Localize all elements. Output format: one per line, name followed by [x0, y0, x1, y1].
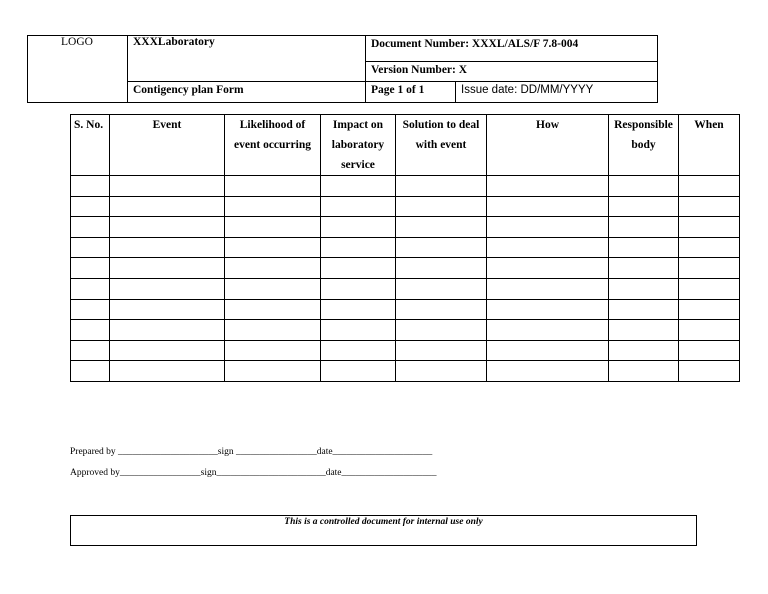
table-cell[interactable] [679, 361, 740, 382]
table-row [71, 278, 740, 299]
table-cell[interactable] [396, 320, 487, 341]
table-cell[interactable] [110, 278, 225, 299]
table-cell[interactable] [225, 237, 321, 258]
table-row [71, 340, 740, 361]
col-likelihood: Likelihood of event occurring [225, 115, 321, 176]
table-cell[interactable] [487, 320, 609, 341]
table-cell[interactable] [487, 176, 609, 197]
table-cell[interactable] [225, 320, 321, 341]
lab-name: XXXLaboratory [128, 36, 366, 82]
table-cell[interactable] [71, 237, 110, 258]
table-cell[interactable] [71, 217, 110, 238]
table-cell[interactable] [110, 217, 225, 238]
table-cell[interactable] [110, 299, 225, 320]
table-cell[interactable] [609, 258, 679, 279]
table-cell[interactable] [71, 278, 110, 299]
document-number: Document Number: XXXL/ALS/F 7.8-004 [366, 36, 658, 62]
table-cell[interactable] [487, 278, 609, 299]
table-cell[interactable] [110, 176, 225, 197]
table-cell[interactable] [609, 196, 679, 217]
col-solution: Solution to deal with event [396, 115, 487, 176]
table-row [71, 196, 740, 217]
table-cell[interactable] [609, 176, 679, 197]
table-cell[interactable] [396, 299, 487, 320]
table-cell[interactable] [396, 258, 487, 279]
table-cell[interactable] [225, 340, 321, 361]
table-cell[interactable] [110, 340, 225, 361]
table-cell[interactable] [225, 258, 321, 279]
table-row [71, 299, 740, 320]
table-cell[interactable] [609, 299, 679, 320]
table-cell[interactable] [396, 176, 487, 197]
footer-note: This is a controlled document for internal use only [70, 515, 697, 546]
prepared-by-line: Prepared by _____________________sign _________________date_____________________ [70, 447, 433, 457]
table-cell[interactable] [71, 320, 110, 341]
table-cell[interactable] [321, 340, 396, 361]
document-header [27, 35, 657, 102]
table-cell[interactable] [487, 237, 609, 258]
table-cell[interactable] [321, 196, 396, 217]
table-cell[interactable] [487, 196, 609, 217]
table-cell[interactable] [71, 299, 110, 320]
col-responsible: Responsible body [609, 115, 679, 176]
table-cell[interactable] [396, 278, 487, 299]
col-sno: S. No. [71, 115, 110, 176]
table-cell[interactable] [321, 320, 396, 341]
table-cell[interactable] [71, 196, 110, 217]
table-row [71, 217, 740, 238]
table-cell[interactable] [110, 196, 225, 217]
table-cell[interactable] [71, 258, 110, 279]
table-cell[interactable] [110, 237, 225, 258]
table-cell[interactable] [609, 217, 679, 238]
table-cell[interactable] [71, 176, 110, 197]
table-cell[interactable] [396, 340, 487, 361]
table-cell[interactable] [110, 320, 225, 341]
table-cell[interactable] [609, 320, 679, 341]
table-cell[interactable] [225, 176, 321, 197]
table-cell[interactable] [396, 217, 487, 238]
table-cell[interactable] [396, 196, 487, 217]
col-impact: Impact on laboratory service [321, 115, 396, 176]
table-cell[interactable] [396, 237, 487, 258]
table-cell[interactable] [679, 299, 740, 320]
table-cell[interactable] [487, 361, 609, 382]
table-row [71, 361, 740, 382]
table-cell[interactable] [679, 176, 740, 197]
table-cell[interactable] [71, 361, 110, 382]
table-cell[interactable] [321, 237, 396, 258]
table-cell[interactable] [609, 237, 679, 258]
table-cell[interactable] [321, 361, 396, 382]
table-cell[interactable] [487, 340, 609, 361]
table-row [71, 176, 740, 197]
table-cell[interactable] [679, 340, 740, 361]
table-cell[interactable] [487, 299, 609, 320]
table-cell[interactable] [321, 299, 396, 320]
table-cell[interactable] [225, 217, 321, 238]
table-cell[interactable] [679, 258, 740, 279]
table-cell[interactable] [110, 258, 225, 279]
table-row [71, 258, 740, 279]
table-cell[interactable] [225, 299, 321, 320]
table-cell[interactable] [609, 340, 679, 361]
table-row [71, 237, 740, 258]
table-cell[interactable] [487, 258, 609, 279]
table-cell[interactable] [321, 217, 396, 238]
table-cell[interactable] [679, 278, 740, 299]
table-cell[interactable] [679, 320, 740, 341]
col-when: When [679, 115, 740, 176]
issue-date: Issue date: DD/MM/YYYY [456, 82, 658, 103]
col-how: How [487, 115, 609, 176]
version-number: Version Number: X [366, 62, 658, 82]
table-cell[interactable] [110, 361, 225, 382]
form-title: Contigency plan Form [128, 82, 366, 103]
table-cell[interactable] [321, 176, 396, 197]
approved-by-line: Approved by_________________sign_______________________date____________________ [70, 468, 437, 478]
table-cell[interactable] [609, 361, 679, 382]
table-cell[interactable] [679, 217, 740, 238]
table-cell[interactable] [225, 361, 321, 382]
table-cell[interactable] [225, 196, 321, 217]
table-row [71, 320, 740, 341]
col-event: Event [110, 115, 225, 176]
table-cell[interactable] [679, 196, 740, 217]
table-cell[interactable] [321, 258, 396, 279]
page-number: Page 1 of 1 [366, 82, 456, 103]
table-cell[interactable] [487, 217, 609, 238]
table-cell[interactable] [679, 237, 740, 258]
table-cell[interactable] [396, 361, 487, 382]
table-cell[interactable] [71, 340, 110, 361]
table-cell[interactable] [609, 278, 679, 299]
table-cell[interactable] [225, 278, 321, 299]
table-cell[interactable] [321, 278, 396, 299]
contingency-table [70, 114, 739, 382]
logo: LOGO [28, 36, 128, 103]
